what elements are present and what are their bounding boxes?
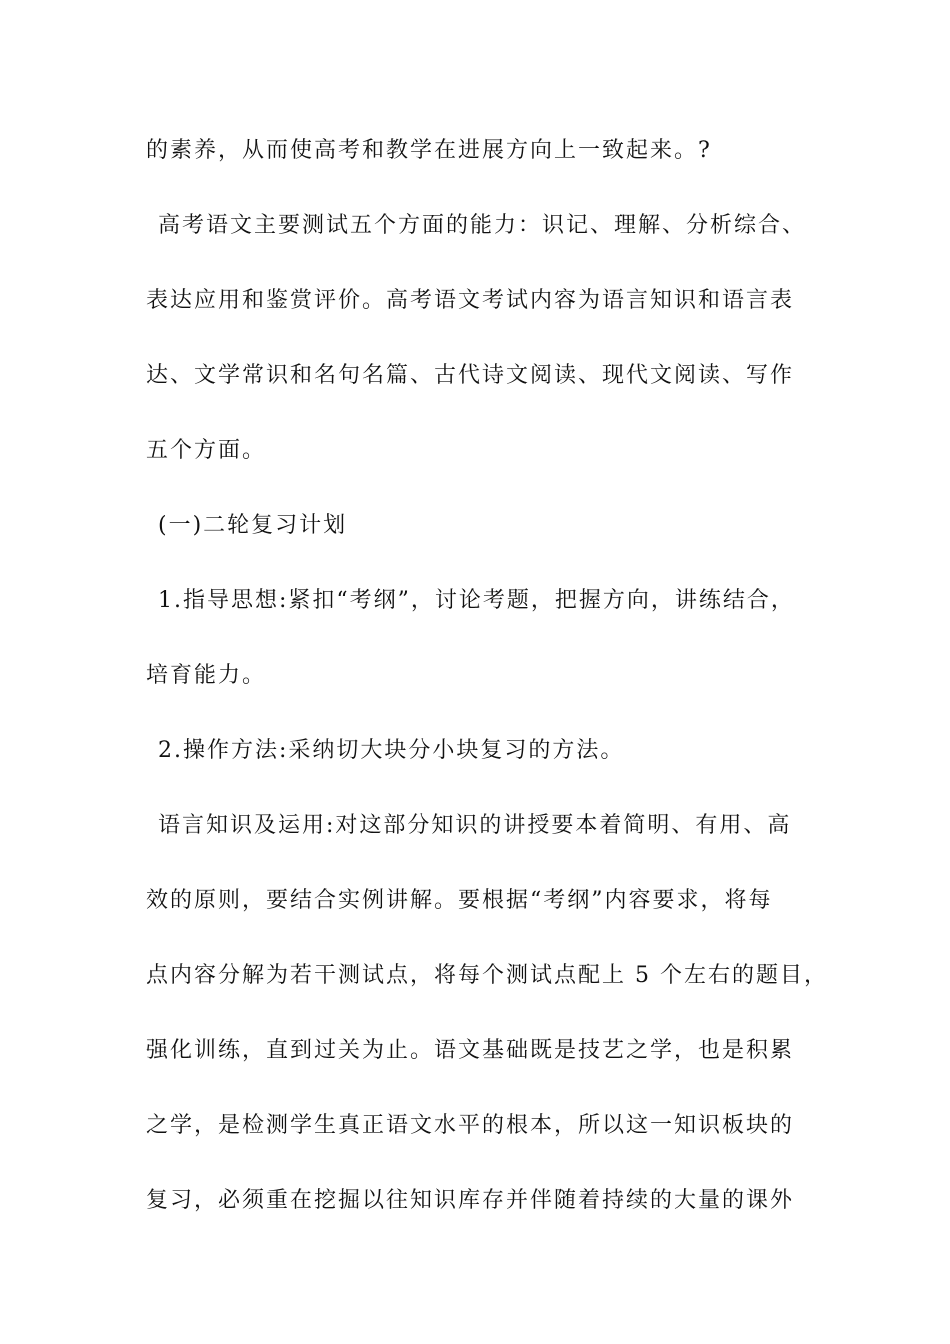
section-heading: (一)二轮复习计划	[158, 513, 348, 538]
paragraph-line: 语言知识及运用:对这部分知识的讲授要本着简明、有用、高	[158, 813, 792, 838]
paragraph-line: 之学，是检测学生真正语文水平的根本，所以这一知识板块的	[146, 1113, 795, 1138]
paragraph-line: 强化训练，直到过关为止。语文基础既是技艺之学，也是积累	[146, 1038, 795, 1063]
paragraph-line: 的素养，从而使高考和教学在进展方向上一致起来。?	[146, 138, 712, 163]
paragraph-line: 点内容分解为若干测试点，将每个测试点配上 5 个左右的题目，	[146, 963, 828, 988]
paragraph-line: 培育能力。	[146, 663, 267, 688]
paragraph-line: 复习，必须重在挖掘以往知识库存并伴随着持续的大量的课外	[146, 1188, 795, 1213]
paragraph-line: 2.操作方法:采纳切大块分小块复习的方法。	[158, 738, 625, 763]
paragraph-line: 表达应用和鉴赏评价。高考语文考试内容为语言知识和语言表	[146, 288, 795, 313]
paragraph-line: 效的原则，要结合实例讲解。要根据“考纲”内容要求，将每	[146, 888, 773, 913]
paragraph-line: 1.指导思想:紧扣“考纲”，讨论考题，把握方向，讲练结合，	[158, 588, 795, 613]
paragraph-line: 五个方面。	[146, 438, 267, 463]
paragraph-line: 达、文学常识和名句名篇、古代诗文阅读、现代文阅读、写作	[146, 363, 795, 388]
paragraph-line: 高考语文主要测试五个方面的能力：识记、理解、分析综合、	[158, 213, 807, 238]
